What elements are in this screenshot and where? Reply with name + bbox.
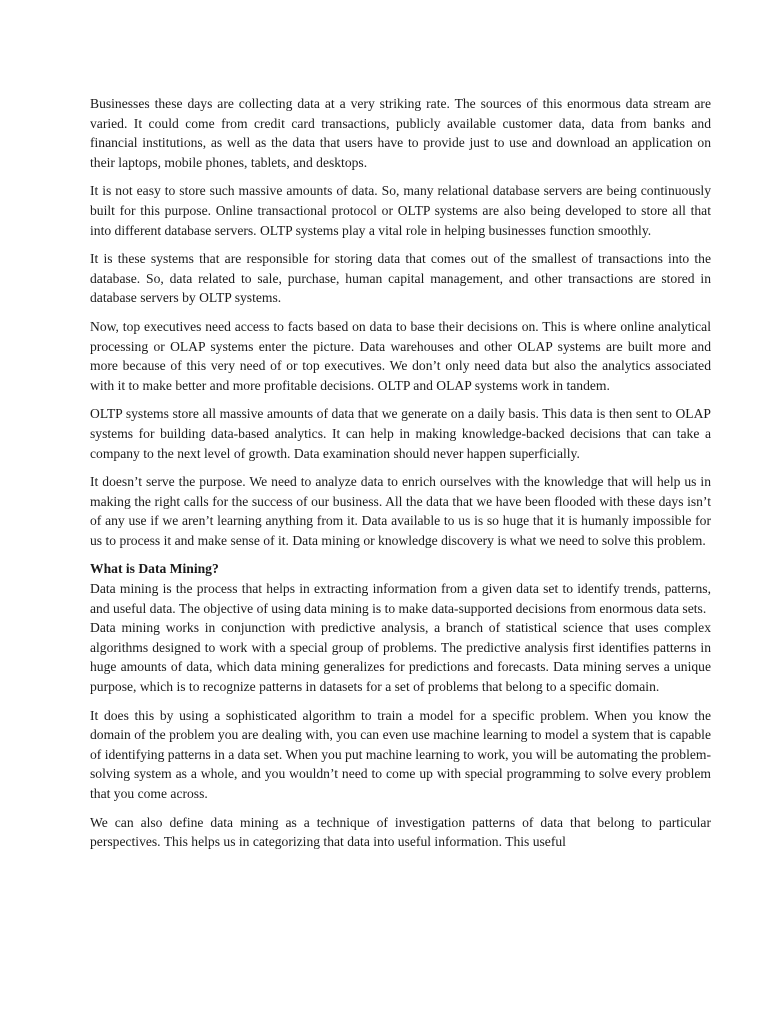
paragraph-predictive-analysis: Data mining works in conjunction with predictive analysis, a branch of statistical science that uses complex algorithms designed to work with a special group of problems. The predictive analysis first identifies patterns in huge amounts of data, which data mining generalizes for predictions and forecasts. Data mining serves a unique purpose, which is to recognize patterns in datasets for a set of problems that belong to a specific domain. [90, 620, 711, 695]
paragraph-oltp-olap-analytics: OLTP systems store all massive amounts of data that we generate on a daily basis. This data is then sent to OLAP systems for building data-based analytics. It can help in making knowledge-backed decisions that can take a company to the next level of growth. Data examination should never happen superficially. [90, 406, 711, 461]
section-heading: What is Data Mining? [90, 561, 219, 577]
paragraph-investigation-patterns: We can also define data mining as a technique of investigation patterns of data that belong to particular perspectives. This helps us in categorizing that data into useful information. This useful [90, 814, 711, 850]
paragraph-data-mining-definition: Data mining is the process that helps in extracting information from a given data set to identify trends, patterns, and useful data. The objective of using data mining is to make data-supported decisions from enormous data sets. [90, 581, 711, 616]
paragraph-knowledge-discovery: It doesn’t serve the purpose. We need to analyze data to enrich ourselves with the knowledge that will help us in making the right calls for the success of our business. All the data that we have been flooded with these days isn’t of any use if we aren’t learning anything from it. Data available to us is so huge that it is humanly impossible for us to process it and make sense of it. Data mining or knowledge discovery is what we need to solve this problem. [90, 474, 711, 548]
paragraph-database-servers: It is not easy to store such massive amounts of data. So, many relational database servers are being continuously built for this purpose. Online transactional protocol or OLTP systems are also being developed to store all that into different database servers. OLTP systems play a vital role in helping businesses function smoothly. [90, 183, 711, 238]
paragraph-olap-systems: Now, top executives need access to facts based on data to base their decisions on. This is where online analytical processing or OLAP systems enter the picture. Data warehouses and other OLAP systems are built more and more because of this very need of or top executives. We don’t only need data but also the analytics associated with it to make better and more profitable decisions. OLTP and OLAP systems work in tandem. [90, 318, 711, 393]
paragraph-oltp-transactions: It is these systems that are responsible for storing data that comes out of the smallest of transactions into the database. So, data related to sale, purchase, human capital management, and other transactions are stored in database servers by OLTP systems. [90, 251, 711, 306]
document-page [90, 94, 711, 861]
paragraph-data-collection: Businesses these days are collecting data at a very striking rate. The sources of this enormous data stream are varied. It could come from credit card transactions, publicly available customer data, data from banks and financial institutions, as well as the data that users have to provide just to use and download an application on their laptops, mobile phones, tablets, and desktops. [90, 96, 711, 170]
paragraph-machine-learning: It does this by using a sophisticated algorithm to train a model for a specific problem. When you know the domain of the problem you are dealing with, you can even use machine learning to model a system that is capable of identifying patterns in a data set. When you put machine learning to work, you will be automating the problem-solving system as a whole, and you wouldn’t need to come up with special programming to solve every problem that you come across. [90, 707, 711, 801]
